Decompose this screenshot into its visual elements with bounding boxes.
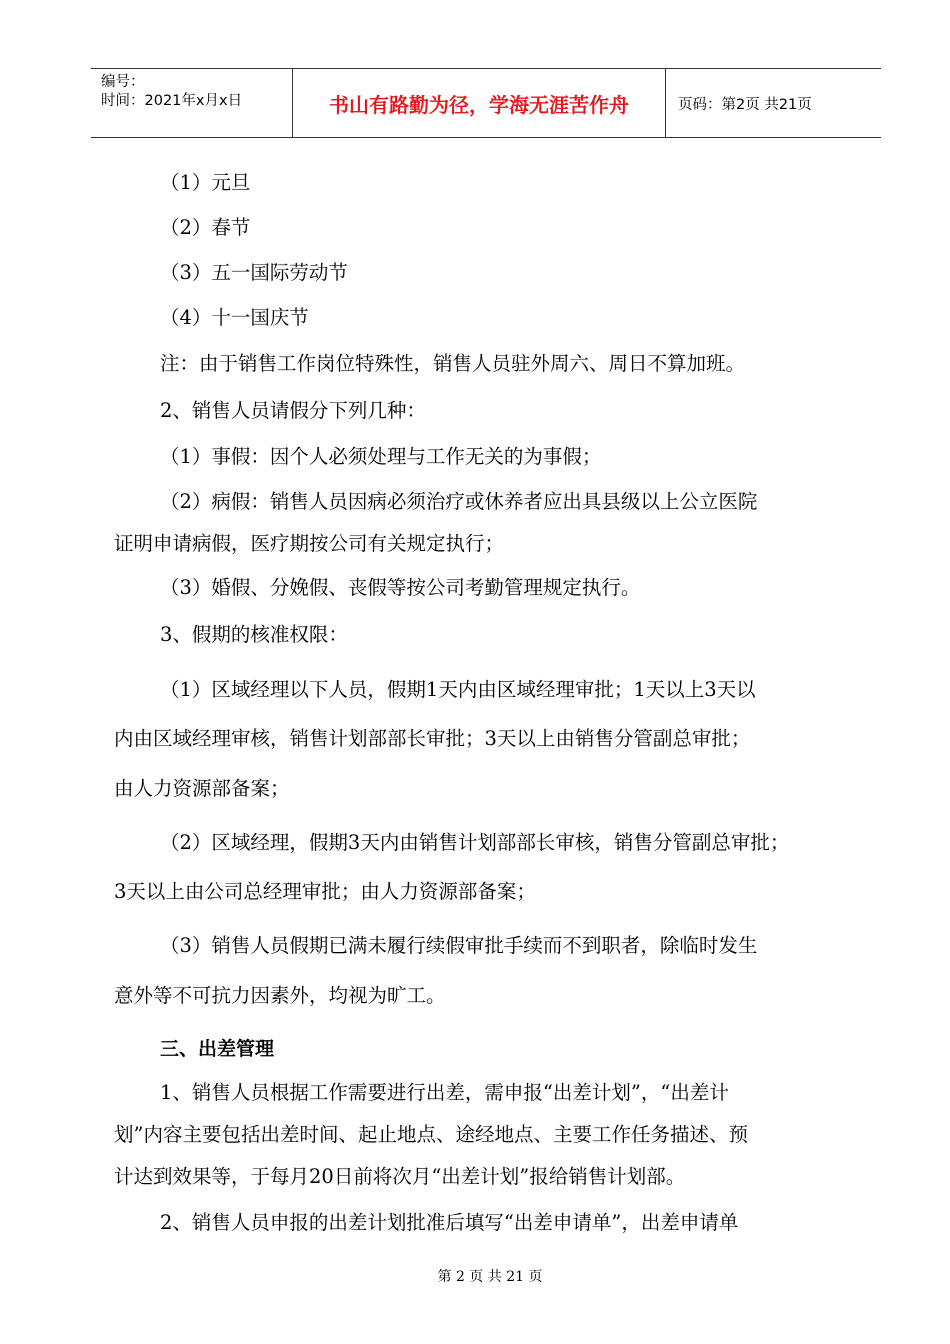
page-header — [91, 68, 881, 138]
paragraph-line: 由人力资源部备案； — [114, 777, 290, 800]
list-item: （3）婚假、分娩假、丧假等按公司考勤管理规定执行。 — [160, 576, 641, 599]
section-item: 3、假期的核准权限： — [160, 623, 348, 646]
list-item: （1）元旦 — [160, 171, 251, 194]
list-item: （4）十一国庆节 — [160, 306, 309, 329]
paragraph-line: （2）区域经理，假期3天内由销售计划部部长审核，销售分管副总审批； — [160, 831, 790, 854]
header-motto: 书山有路勤为径，学海无涯苦作舟 — [293, 69, 666, 137]
paragraph-line: 意外等不可抗力因素外，均视为旷工。 — [114, 984, 446, 1007]
paragraph-line: 内由区域经理审核，销售计划部部长审批；3天以上由销售分管副总审批； — [114, 727, 751, 750]
paragraph-line: 划”内容主要包括出差时间、起止地点、途经地点、主要工作任务描述、预 — [114, 1123, 748, 1146]
header-page-number: 页码：第2页 共21页 — [678, 96, 812, 113]
paragraph-line: 计达到效果等，于每月20日前将次月“出差计划”报给销售计划部。 — [114, 1165, 686, 1188]
list-item: （1）事假：因个人必须处理与工作无关的为事假； — [160, 445, 602, 468]
section-heading: 三、出差管理 — [160, 1038, 275, 1060]
paragraph-line: 2、销售人员申报的出差计划批准后填写“出差申请单”，出差申请单 — [160, 1211, 739, 1234]
paragraph-line: （3）销售人员假期已满未履行续假审批手续而不到职者，除临时发生 — [160, 934, 758, 957]
header-meta — [91, 69, 293, 137]
paragraph-line: 证明申请病假，医疗期按公司有关规定执行； — [114, 532, 505, 555]
page-footer: 第 2 页 共 21 页 — [437, 1269, 543, 1285]
serial-label: 编号： — [101, 74, 145, 90]
paragraph-line: 3天以上由公司总经理审批；由人力资源部备案； — [114, 880, 536, 903]
time-label: 时间：2021年x月x日 — [101, 93, 243, 109]
list-item: （3）五一国际劳动节 — [160, 261, 348, 284]
list-item: （2）春节 — [160, 216, 251, 239]
section-item: 2、销售人员请假分下列几种： — [160, 399, 426, 422]
paragraph-line: 1、销售人员根据工作需要进行出差，需申报“出差计划”，“出差计 — [160, 1081, 729, 1104]
note-paragraph: 注：由于销售工作岗位特殊性，销售人员驻外周六、周日不算加班。 — [160, 352, 746, 375]
paragraph-line: （1）区域经理以下人员，假期1天内由区域经理审批；1天以上3天以 — [160, 678, 756, 701]
paragraph-line: （2）病假：销售人员因病必须治疗或休养者应出具县级以上公立医院 — [160, 490, 758, 513]
